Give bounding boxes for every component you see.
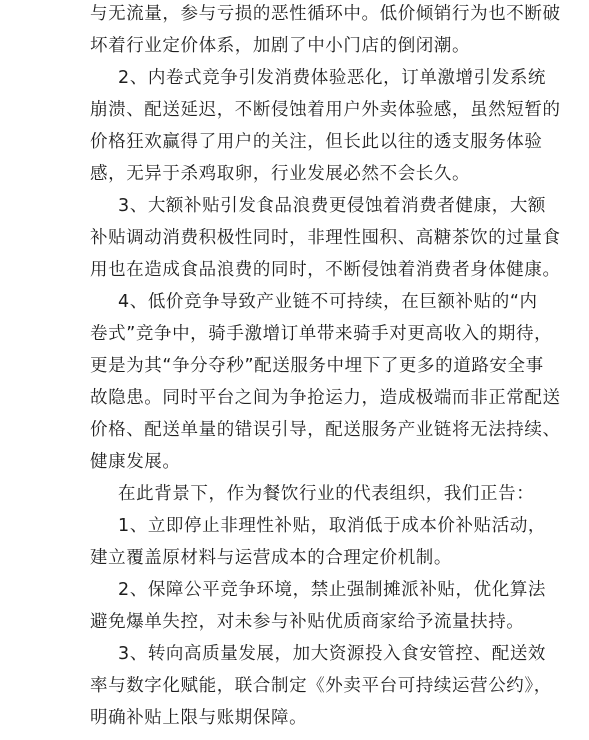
context-paragraph: 在此背景下，作为餐饮行业的代表组织，我们正告：	[118, 484, 535, 504]
text-line: 价格、配送单量的错误引导，配送服务产业链将无法持续、	[90, 420, 561, 440]
demand-1-start: 1、立即停止非理性补贴，取消低于成本价补贴活动，	[118, 516, 547, 536]
demand-2-start: 2、保障公平竞争环境，禁止强制摊派补贴，优化算法	[118, 580, 547, 600]
text-line: 卷式”竞争中，骑手激增订单带来骑手对更高收入的期待，	[90, 324, 553, 344]
text-line: 补贴调动消费积极性同时，非理性囤积、高糖茶饮的过量食	[90, 228, 561, 248]
text-line: 避免爆单失控，对未参与补贴优质商家给予流量扶持。	[90, 612, 525, 632]
text-line: 崩溃、配送延迟，不断侵蚀着用户外卖体验感，虽然短暂的	[90, 100, 561, 120]
text-line: 健康发展。	[90, 452, 181, 472]
text-line: 率与数字化赋能，联合制定《外卖平台可持续运营公约》，	[90, 676, 552, 696]
text-line: 用也在造成食品浪费的同时，不断侵蚀着消费者身体健康。	[90, 260, 561, 280]
text-line: 感，无异于杀鸡取卵，行业发展必然不会长久。	[90, 164, 471, 184]
text-line: 更是为其“争分夺秒”配送服务中埋下了更多的道路安全事	[90, 356, 544, 376]
text-line: 坏着行业定价体系，加剧了中小门店的倒闭潮。	[90, 36, 471, 56]
text-line: 建立覆盖原材料与运营成本的合理定价机制。	[90, 548, 452, 568]
paragraph-3-start: 3、大额补贴引发食品浪费更侵蚀着消费者健康，大额	[118, 196, 547, 216]
demand-3-start: 3、转向高质量发展，加大资源投入食安管控、配送效	[118, 644, 547, 664]
paragraph-4-start: 4、低价竞争导致产业链不可持续，在巨额补贴的“内	[118, 292, 538, 312]
text-line: 价格狂欢赢得了用户的关注，但长此以往的透支服务体验	[90, 132, 543, 152]
text-line: 与无流量，参与亏损的恶性循环中。低价倾销行为也不断破	[90, 4, 561, 24]
text-line: 明确补贴上限与账期保障。	[90, 708, 308, 728]
paragraph-2-start: 2、内卷式竞争引发消费体验恶化，订单激增引发系统	[118, 68, 547, 88]
text-line: 故隐患。同时平台之间为争抢运力，造成极端而非正常配送	[90, 388, 561, 408]
